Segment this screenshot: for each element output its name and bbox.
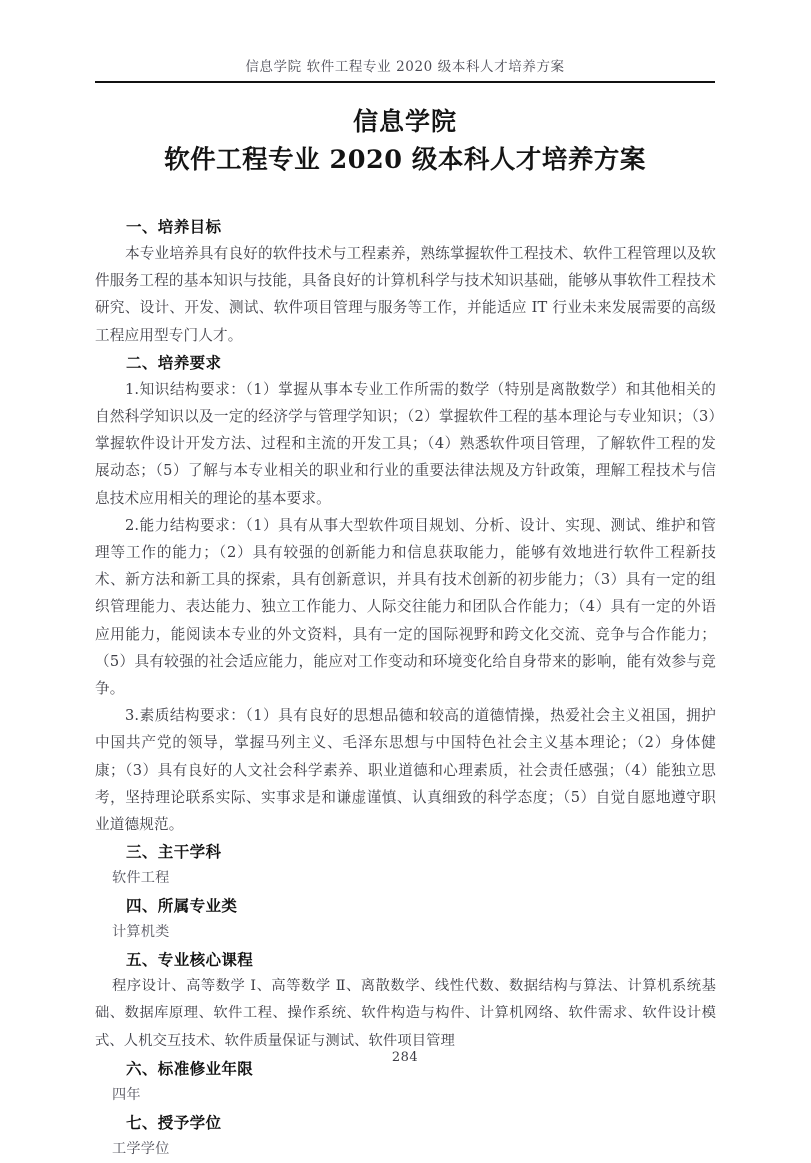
running-header [95,57,715,83]
section-heading-standard-duration: 六、标准修业年限 [126,1058,254,1078]
section-heading-major-category: 四、所属专业类 [126,896,238,916]
header-divider [95,81,715,83]
section-value-main-discipline: 软件工程 [112,870,170,887]
page-title-line-1: 信息学院 [352,107,457,136]
section-value-major-category: 计算机类 [112,924,170,941]
page-title [95,104,715,180]
page-title-line-2: 软件工程专业 2020 级本科人才培养方案 [164,145,646,175]
section-heading-main-discipline: 三、主干学科 [126,842,222,862]
section-heading-training-requirements: 二、培养要求 [126,352,222,372]
section-heading-core-courses: 五、专业核心课程 [126,950,254,970]
requirement-paragraph-knowledge: 1.知识结构要求：（1）掌握从事本专业工作所需的数学（特别是离散数学）和其他相关的自然科学知识以及一定的经济学与管理学知识；（2）掌握软件工程的基本理论与专业知识；（3）掌握软件设计开发方法、过程和主流的开发工具；（4）熟悉软件项目管理，了解软件工程的发展动态；（5）了解与本专业相关的职业和行业的重要法律法规及方针政策，理解工程技术与信息技术应用相关的理论的基本要求。 [95,380,716,507]
section-value-degree-awarded: 工学学位 [112,1140,170,1157]
page-number: 284 [391,1050,419,1065]
requirement-paragraph-ability: 2.能力结构要求：（1）具有从事大型软件项目规划、分析、设计、实现、测试、维护和管理等工作的能力；（2）具有较强的创新能力和信息获取能力，能够有效地进行软件工程新技术、新方法和新工具的探索，具有创新意识，并具有技术创新的初步能力；（3）具有一定的组织管理能力、表达能力、独立工作能力、人际交往能力和团队合作能力；（4）具有一定的外语应用能力，能阅读本专业的外文资料，具有一定的国际视野和跨文化交流、竞争与合作能力；（5）具有较强的社会适应能力，能应对工作变动和环境变化给自身带来的影响，能有效参与竞争。 [95,516,716,698]
section-heading-training-objectives: 一、培养目标 [126,217,222,236]
section-value-standard-duration: 四年 [112,1086,141,1103]
section-heading-degree-awarded: 七、授予学位 [126,1112,222,1132]
running-header-text: 信息学院 软件工程专业 2020 级本科人才培养方案 [245,59,565,75]
section-value-core-courses: 程序设计、高等数学 Ⅰ、高等数学 Ⅱ、离散数学、线性代数、数据结构与算法、计算机系统基础、数据库原理、软件工程、操作系统、软件构造与构件、计算机网络、软件需求、软件设计模式、人机交互技术、软件质量保证与测试、软件项目管理 [95,978,716,1049]
requirement-paragraph-quality: 3.素质结构要求：（1）具有良好的思想品德和较高的道德情操，热爱社会主义祖国，拥护中国共产党的领导，掌握马列主义、毛泽东思想与中国特色社会主义基本理论；（2）身体健康；（3）具有良好的人文社会科学素养、职业道德和心理素质，社会责任感强；（4）能独立思考，坚持理论联系实际、实事求是和谦虚谨慎、认真细致的科学态度；（5）自觉自愿地遵守职业道德规范。 [95,707,716,834]
document-body [95,213,716,1163]
section-body-training-objectives: 本专业培养具有良好的软件技术与工程素养，熟练掌握软件工程技术、软件工程管理以及软件服务工程的基本知识与技能，具备良好的计算机科学与技术知识基础，能够从事软件工程技术研究、设计、开发、测试、软件项目管理与服务等工作，并能适应 IT 行业未来发展需要的高级工程应用型专门人才。 [95,245,716,344]
